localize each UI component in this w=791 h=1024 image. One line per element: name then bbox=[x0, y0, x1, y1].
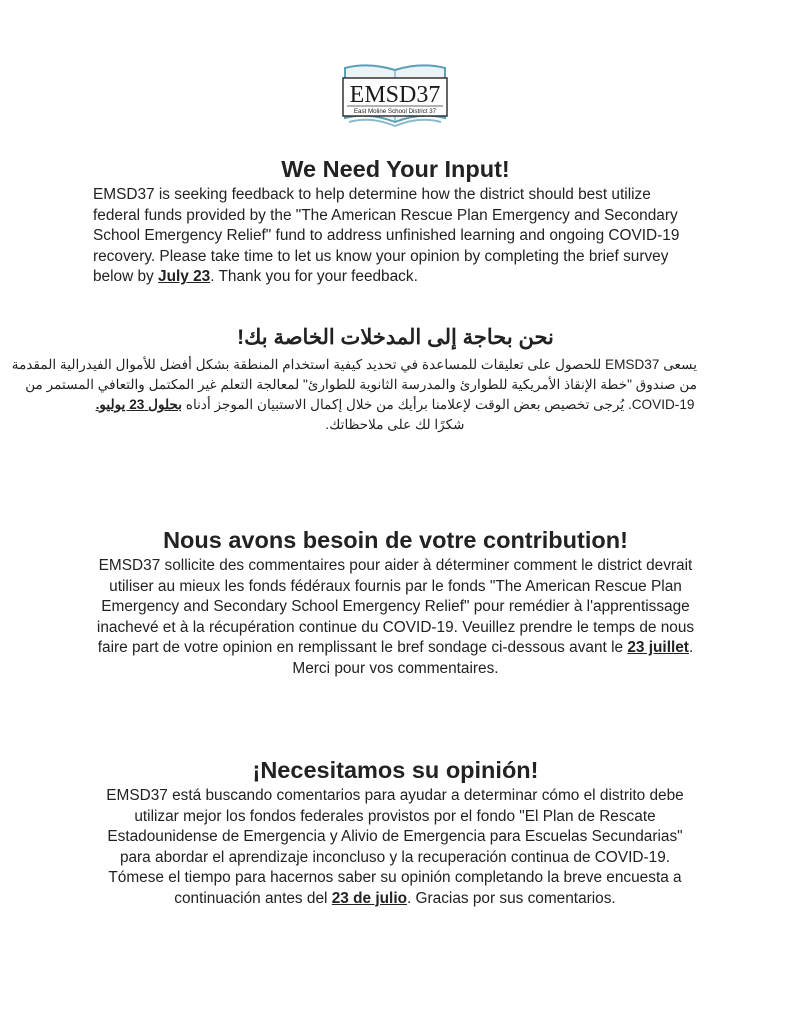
spanish-line: utilizar mejor los fondos federales provistos por el fondo "El Plan de Rescate bbox=[134, 807, 656, 825]
french-heading: Nous avons besoin de votre contribution! bbox=[163, 527, 628, 553]
open-book-logo-icon bbox=[339, 60, 451, 130]
spanish-paragraph bbox=[95, 786, 695, 909]
english-line: School Emergency Relief" fund to address unfinished learning and ongoing COVID-19 bbox=[93, 227, 680, 244]
arabic-line3-before: COVID-19. يُرجى تخصيص بعض الوقت لإعلامنا برأيك من خلال إكمال الاستبيان الموجز أدناه bbox=[182, 397, 695, 412]
arabic-deadline-date: بحلول 23 يوليو. bbox=[95, 397, 183, 412]
spanish-line: EMSD37 está buscando comentarios para ayudar a determinar cómo el distrito debe bbox=[106, 787, 684, 804]
french-line: Merci pour vos commentaires. bbox=[292, 659, 499, 677]
arabic-line bbox=[93, 395, 697, 415]
french-line: EMSD37 sollicite des commentaires pour aider à déterminer comment le district devrait bbox=[98, 557, 693, 574]
french-paragraph bbox=[90, 556, 701, 679]
emsd37-logo bbox=[339, 60, 451, 130]
english-paragraph bbox=[93, 185, 703, 288]
spanish-heading: ¡Necesitamos su opinión! bbox=[252, 757, 539, 783]
arabic-heading: نحن بحاجة إلى المدخلات الخاصة بك! bbox=[237, 326, 554, 349]
french-line: utiliser au mieux les fonds fédéraux fournis par le fonds "The American Rescue Plan bbox=[109, 577, 682, 595]
french-deadline-date: 23 juillet bbox=[627, 639, 689, 656]
spanish-last-before: continuación antes del bbox=[174, 889, 332, 907]
spanish-line: para abordar el aprendizaje inconcluso y la recuperación continua de COVID-19. bbox=[119, 848, 671, 866]
arabic-paragraph bbox=[11, 355, 697, 435]
spanish-line: Tómese el tiempo para hacernos saber su opinión completando la breve encuesta a bbox=[108, 869, 682, 886]
logo-subtitle: East Moline School District 37 bbox=[353, 108, 437, 115]
french-line: Emergency and Secondary School Emergency Relief" pour remédier à l'apprentissage bbox=[101, 598, 690, 615]
english-line bbox=[93, 267, 703, 288]
french-line5-before: faire part de votre opinion en remplissant le bref sondage ci-dessous avant le bbox=[97, 639, 628, 656]
english-line: federal funds provided by the "The American Rescue Plan Emergency and Secondary bbox=[93, 206, 678, 224]
french-line: inachevé et à la récupération continue du COVID-19. Veuillez prendre le temps de nous bbox=[96, 618, 695, 636]
arabic-line: شكرًا لك على ملاحظاتك. bbox=[325, 417, 465, 432]
arabic-line: يسعى EMSD37 للحصول على تعليقات للمساعدة في تحديد كيفية استخدام المنطقة بشكل أفضل للأموال الفيدرالية المقدمة bbox=[11, 357, 697, 372]
arabic-line: من صندوق "خطة الإنقاذ الأمريكية للطوارئ والمدرسة الثانوية للطوارئ" لمعالجة التعلم غير المكتمل والتعافي المستمر من bbox=[25, 377, 697, 392]
english-line: recovery. Please take time to let us know your opinion by completing the brief survey bbox=[93, 247, 669, 265]
french-line5-after: . bbox=[688, 639, 694, 656]
spanish-line: Estadounidense de Emergencia y Alivio de Emergencia para Escuelas Secundarias" bbox=[107, 828, 683, 845]
spanish-line bbox=[95, 889, 695, 910]
english-last-after: . Thank you for your feedback. bbox=[210, 268, 418, 285]
logo-title: EMSD37 bbox=[349, 82, 441, 108]
spanish-last-after: . Gracias por sus comentarios. bbox=[407, 889, 616, 907]
spanish-deadline-date: 23 de julio bbox=[331, 889, 407, 907]
english-heading: We Need Your Input! bbox=[281, 156, 510, 182]
english-last-before: below by bbox=[93, 268, 159, 285]
english-line: EMSD37 is seeking feedback to help determine how the district should best utilize bbox=[93, 186, 651, 203]
french-line bbox=[90, 638, 701, 659]
english-deadline-date: July 23 bbox=[158, 268, 211, 285]
